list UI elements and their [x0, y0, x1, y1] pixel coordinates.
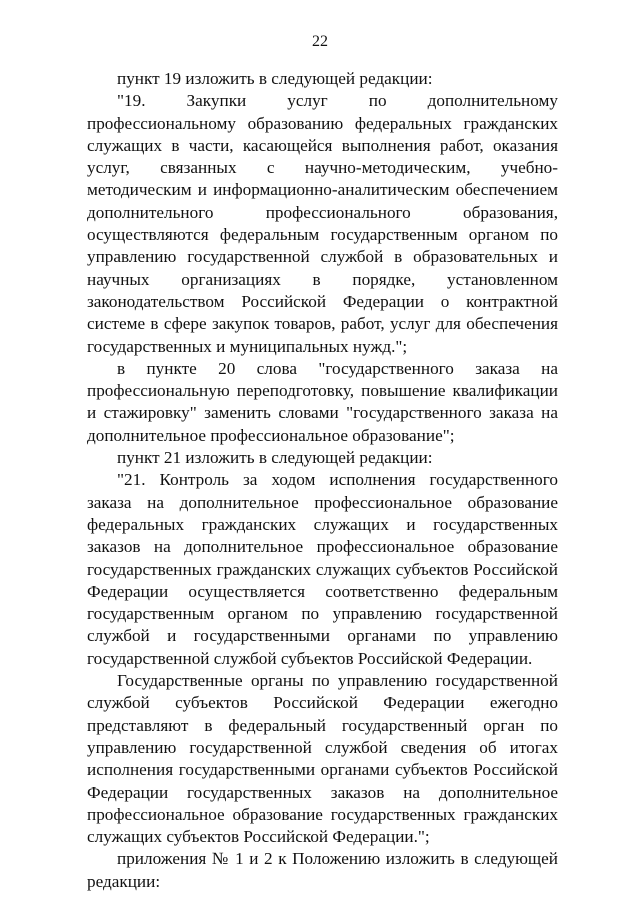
document-body: [87, 68, 558, 893]
paragraph-item-21-text: "21. Контроль за ходом исполнения государственного заказа на дополнительное профессиональное образование федеральных гражданских служащих и государственных заказов на дополнительное профессиональное образование государственных гражданских служащих субъектов Российской Федерации осуществляется соответственно федеральным государственным органом по управлению государственной службой и государственными органами по управлению государственной службой субъектов Российской Федерации.: [87, 470, 558, 668]
paragraph-item-21-intro: пункт 21 изложить в следующей редакции:: [117, 448, 433, 468]
page-number: 22: [312, 33, 328, 50]
paragraph-item-19-intro: пункт 19 изложить в следующей редакции:: [117, 69, 433, 88]
paragraph-item-19-text: "19. Закупки услуг по дополнительному профессиональному образованию федеральных гражданских служащих в части, касающейся выполнения работ, оказания услуг, связанных с научно-методическим, учебно-методическим и информационно-аналитическим обеспечением дополнительного профессионального образования, осуществляются федеральным государственным органом по управлению государственной службой в образовательных и научных организациях в порядке, установленном законодательством Российской Федерации о контрактной системе в сфере закупок товаров, работ, услуг для обеспечения государственных и муниципальных нужд.";: [87, 91, 558, 356]
paragraph-item-21-continuation: Государственные органы по управлению государственной службой субъектов Российской Федерации ежегодно представляют в федеральный государственный орган по управлению государственной службой сведения об итогах исполнения государственными органами субъектов Российской Федерации государственных заказов на дополнительное профессиональное образование государственных гражданских служащих субъектов Российской Федерации.";: [87, 671, 558, 847]
paragraph-appendices: приложения № 1 и 2 к Положению изложить в следующей редакции:: [87, 849, 558, 891]
paragraph-item-20-amendment: в пункте 20 слова "государственного заказа на профессиональную переподготовку, повышение квалификации и стажировку" заменить словами "государственного заказа на дополнительное профессиональное образование";: [87, 358, 558, 445]
